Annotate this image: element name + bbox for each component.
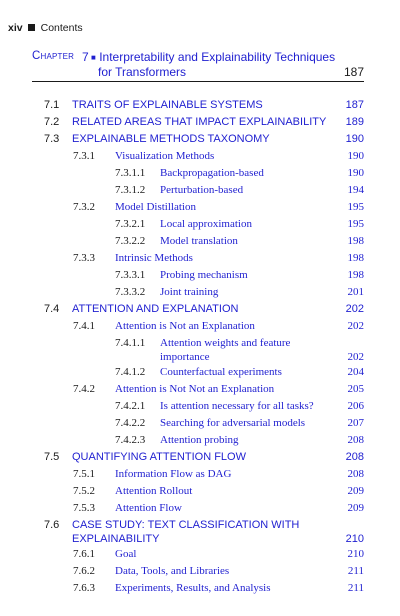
toc-entry-number: 7.3.2.1 — [115, 218, 146, 230]
toc-entry-number: 7.3.2 — [73, 201, 95, 213]
toc-entry-page: 198 — [347, 235, 364, 247]
toc-entry-page: 204 — [347, 366, 364, 378]
toc-entry-title: Attention is Not Not an Explanation — [115, 383, 275, 395]
toc-entry-7-5-3[interactable] — [0, 502, 400, 519]
toc-entry-title: ATTENTION AND EXPLANATION — [72, 303, 239, 315]
toc-entry-number: 7.3.1.2 — [115, 184, 146, 196]
toc-entry-title: Model Distillation — [115, 201, 196, 213]
toc-entry-number: 7.4.1 — [73, 320, 95, 332]
toc-entry-title: Searching for adversarial models — [160, 417, 306, 429]
toc-entry-title: EXPLAINABLE METHODS TAXONOMY — [72, 133, 270, 145]
toc-entry-title: Intrinsic Methods — [115, 252, 193, 264]
toc-entry-number: 7.3 — [44, 133, 60, 145]
toc-entry-title: Probing mechanism — [160, 269, 248, 281]
toc-entry-page: 206 — [347, 400, 364, 412]
toc-entry-title: Visualization Methods — [115, 150, 215, 162]
toc-entry-7-3-2[interactable] — [0, 201, 400, 218]
toc-entry-page: 202 — [347, 351, 364, 363]
toc-entry-page: 190 — [347, 150, 364, 162]
toc-entry-number: 7.3.2.2 — [115, 235, 146, 247]
toc-entry-title: QUANTIFYING ATTENTION FLOW — [72, 451, 246, 463]
toc-entry-page: 195 — [347, 218, 364, 230]
toc-entry-7-6-1[interactable] — [0, 548, 400, 565]
chapter-label: Chapter — [32, 50, 75, 62]
toc-entry-title: TRAITS OF EXPLAINABLE SYSTEMS — [72, 99, 263, 111]
running-title: Contents — [40, 22, 83, 34]
toc-entry-page: 198 — [347, 269, 364, 281]
square-bullet-icon — [28, 24, 35, 31]
toc-entry-page: 201 — [347, 286, 364, 298]
toc-entry-title: Local approximation — [160, 218, 252, 230]
toc-entry-number: 7.6.2 — [73, 565, 95, 577]
toc-entry-number: 7.4.2 — [73, 383, 95, 395]
toc-entry-number: 7.4.1.1 — [115, 337, 146, 349]
toc-entry-title: Data, Tools, and Libraries — [115, 565, 230, 577]
toc-entry-page: 187 — [345, 99, 364, 111]
toc-entry-continuation: importance — [160, 351, 210, 363]
toc-entry-7-3-1[interactable] — [0, 150, 400, 167]
toc-entry-page: 202 — [345, 303, 364, 315]
toc-entry-7-4-2-3[interactable] — [0, 434, 400, 451]
chapter-number: 7 — [82, 50, 89, 64]
toc-entry-number: 7.2 — [44, 116, 60, 128]
toc-entry-7-4-2[interactable] — [0, 383, 400, 400]
toc-entry-7-6-3[interactable] — [0, 582, 400, 599]
toc-entry-page: 194 — [347, 184, 364, 196]
chapter-title: ■ Interpretability and Explainability Techniques — [91, 50, 336, 64]
toc-entry-number: 7.3.3.1 — [115, 269, 146, 281]
toc-entry-number: 7.6 — [44, 519, 60, 531]
toc-entry-7-4-1-1[interactable] — [0, 337, 400, 369]
toc-entry-7-5-2[interactable] — [0, 485, 400, 502]
toc-entry-number: 7.4.2.1 — [115, 400, 146, 412]
toc-entry-title: Is attention necessary for all tasks? — [160, 400, 314, 412]
toc-entry-page: 209 — [347, 502, 364, 514]
running-header — [8, 22, 83, 34]
toc-entry-number: 7.1 — [44, 99, 60, 111]
toc-entry-page: 189 — [345, 116, 364, 128]
toc-entry-page: 195 — [347, 201, 364, 213]
toc-entry-7-3-2-1[interactable] — [0, 218, 400, 235]
toc-entry-title: CASE STUDY: TEXT CLASSIFICATION WITH — [72, 519, 300, 531]
toc-entry-title: Perturbation-based — [160, 184, 244, 196]
toc-entry-7-2[interactable] — [0, 116, 400, 133]
toc-entry-7-1[interactable] — [0, 99, 400, 116]
chapter-title-cont: for Transformers — [98, 65, 187, 79]
page-number: xiv — [8, 22, 23, 34]
toc-entry-7-3-1-1[interactable] — [0, 167, 400, 184]
toc-entry-7-6-2[interactable] — [0, 565, 400, 582]
toc-entry-number: 7.5 — [44, 451, 60, 463]
toc-entry-page: 205 — [347, 383, 364, 395]
toc-entry-7-4-1[interactable] — [0, 320, 400, 337]
toc-entry-title: Attention probing — [160, 434, 239, 446]
toc-entry-page: 202 — [347, 320, 364, 332]
toc-entry-7-4-2-2[interactable] — [0, 417, 400, 434]
toc-entry-page: 208 — [347, 468, 364, 480]
toc-entry-title: RELATED AREAS THAT IMPACT EXPLAINABILITY — [72, 116, 327, 128]
toc-entry-7-4-1-2[interactable] — [0, 366, 400, 383]
toc-entry-7-6[interactable] — [0, 519, 400, 551]
toc-entry-7-3-3-1[interactable] — [0, 269, 400, 286]
toc-entry-number: 7.6.3 — [73, 582, 95, 594]
chapter-page: 187 — [343, 65, 364, 79]
toc-entry-title: Attention Rollout — [115, 485, 193, 497]
toc-entry-number: 7.3.3.2 — [115, 286, 146, 298]
toc-entry-number: 7.5.2 — [73, 485, 95, 497]
toc-entry-page: 210 — [347, 548, 364, 560]
toc-entry-title: Joint training — [160, 286, 219, 298]
toc-entry-page: 207 — [347, 417, 364, 429]
toc-entry-7-5[interactable] — [0, 451, 400, 468]
toc-entry-page: 198 — [347, 252, 364, 264]
toc-entry-7-3-1-2[interactable] — [0, 184, 400, 201]
toc-entry-number: 7.3.1.1 — [115, 167, 146, 179]
toc-entry-continuation: EXPLAINABILITY — [72, 533, 160, 545]
toc-entry-page: 209 — [347, 485, 364, 497]
toc-entry-title: Goal — [115, 548, 137, 560]
toc-entry-7-3-3-2[interactable] — [0, 286, 400, 303]
toc-entry-title: Experiments, Results, and Analysis — [115, 582, 271, 594]
toc-entry-7-3-2-2[interactable] — [0, 235, 400, 252]
toc-entry-number: 7.3.1 — [73, 150, 95, 162]
toc-entry-title: Information Flow as DAG — [115, 468, 232, 480]
toc-entry-page: 211 — [347, 582, 364, 594]
toc-entry-title: Backpropagation-based — [160, 167, 264, 179]
toc-entry-number: 7.3.3 — [73, 252, 95, 264]
toc-entry-7-4[interactable] — [0, 303, 400, 320]
toc-entry-page: 190 — [347, 167, 364, 179]
toc-entry-number: 7.4.1.2 — [115, 366, 146, 378]
toc-entry-page: 211 — [347, 565, 364, 577]
toc-entry-7-4-2-1[interactable] — [0, 400, 400, 417]
toc-entry-title: Model translation — [160, 235, 238, 247]
toc-entry-title: Attention weights and feature — [160, 337, 291, 349]
toc-entry-title: Attention is Not an Explanation — [115, 320, 255, 332]
toc-entry-number: 7.4.2.2 — [115, 417, 146, 429]
toc-entry-number: 7.5.3 — [73, 502, 95, 514]
toc-entry-page: 190 — [345, 133, 364, 145]
toc-entry-page: 210 — [345, 533, 364, 545]
divider — [32, 81, 364, 82]
toc-entry-page: 208 — [347, 434, 364, 446]
toc-entry-7-3-3[interactable] — [0, 252, 400, 269]
toc-entry-page: 208 — [345, 451, 364, 463]
toc-entry-title: Counterfactual experiments — [160, 366, 282, 378]
toc-entry-number: 7.6.1 — [73, 548, 95, 560]
toc-entry-7-5-1[interactable] — [0, 468, 400, 485]
toc-entry-number: 7.4 — [44, 303, 60, 315]
toc-entry-7-3[interactable] — [0, 133, 400, 150]
toc-entry-number: 7.4.2.3 — [115, 434, 146, 446]
toc-entry-number: 7.5.1 — [73, 468, 95, 480]
toc-entry-title: Attention Flow — [115, 502, 182, 514]
